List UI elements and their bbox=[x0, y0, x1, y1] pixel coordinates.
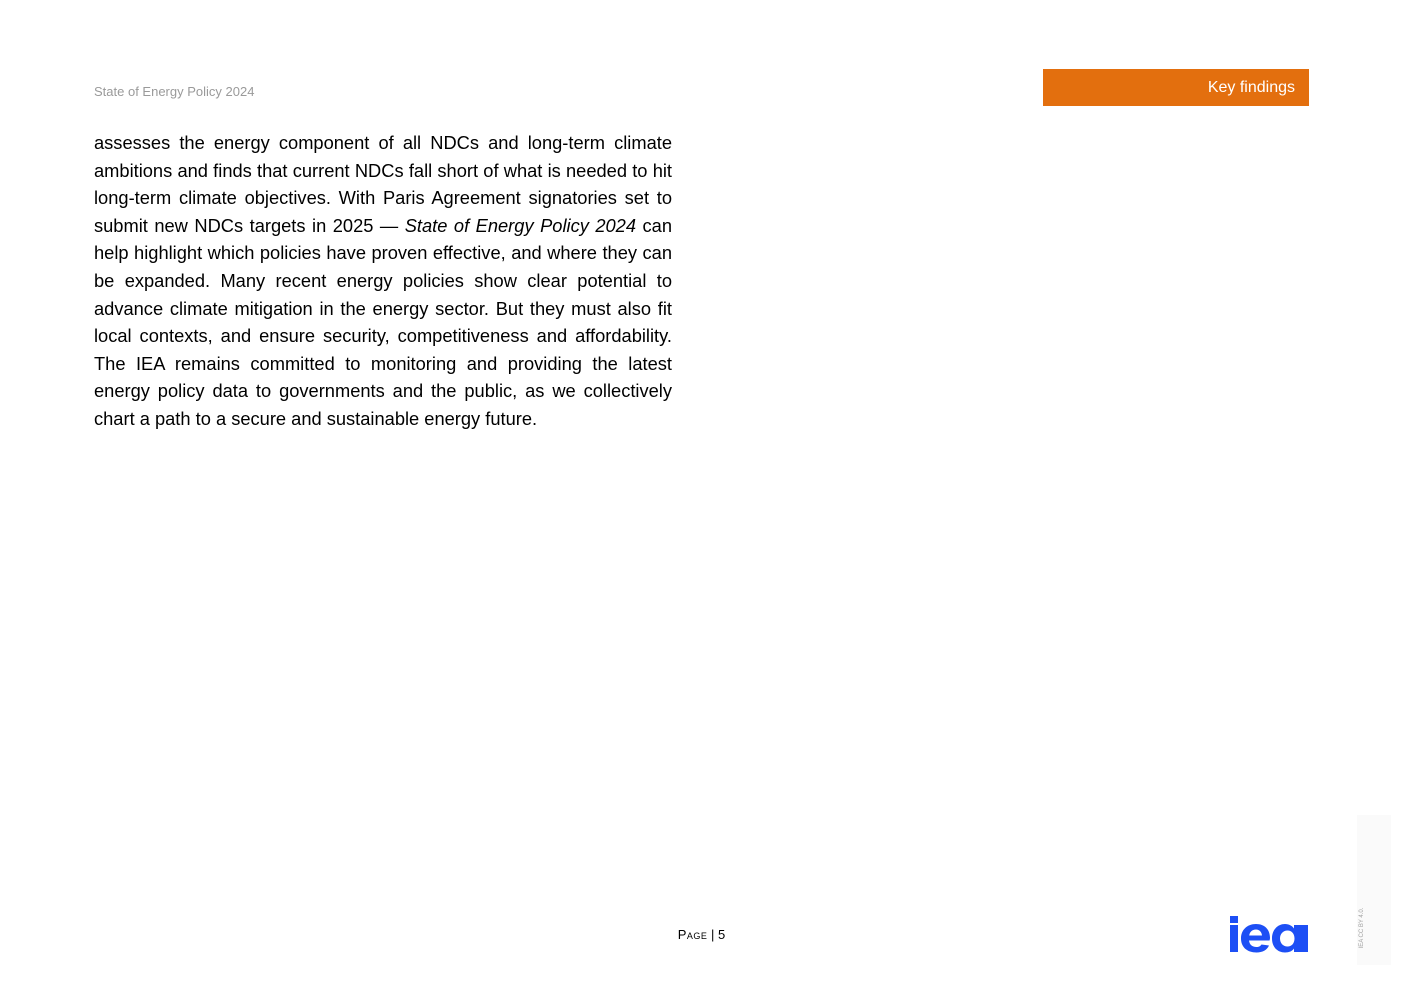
report-title-italic: State of Energy Policy 2024 bbox=[404, 214, 637, 236]
running-header-title: State of Energy Policy 2024 bbox=[94, 84, 255, 99]
body-text-part-2: can help highlight which policies have proven effective, and where they can be expanded. Many recent energy policies show clear potential to advance climate mitigation in the energy sector. But they must also fit local contexts, and ensure security, competitiveness and affordability. The IEA remains committed to monitoring and providing the latest energy policy data to governments and the public, as we collectively chart a path to a secure and sustainable energy future. bbox=[94, 214, 673, 429]
page-separator: | bbox=[707, 927, 719, 942]
page-word: Page bbox=[677, 927, 708, 942]
body-paragraph bbox=[94, 129, 672, 433]
license-text: IEA CC BY 4.0. bbox=[1359, 907, 1365, 949]
body-text-part-1: assesses the energy component of all NDCs and long-term climate ambitions and finds that current NDCs fall short of what is needed to hit long-term climate objectives. With Paris Agreement signatories set to submit new NDCs targets in 2025 — bbox=[94, 132, 672, 236]
iea-logo-icon bbox=[1229, 915, 1309, 953]
page-number-value: 5 bbox=[718, 927, 726, 942]
page-number bbox=[0, 927, 1403, 942]
section-tab-key-findings bbox=[1043, 69, 1309, 106]
section-tab-label: Key findings bbox=[1207, 78, 1295, 96]
